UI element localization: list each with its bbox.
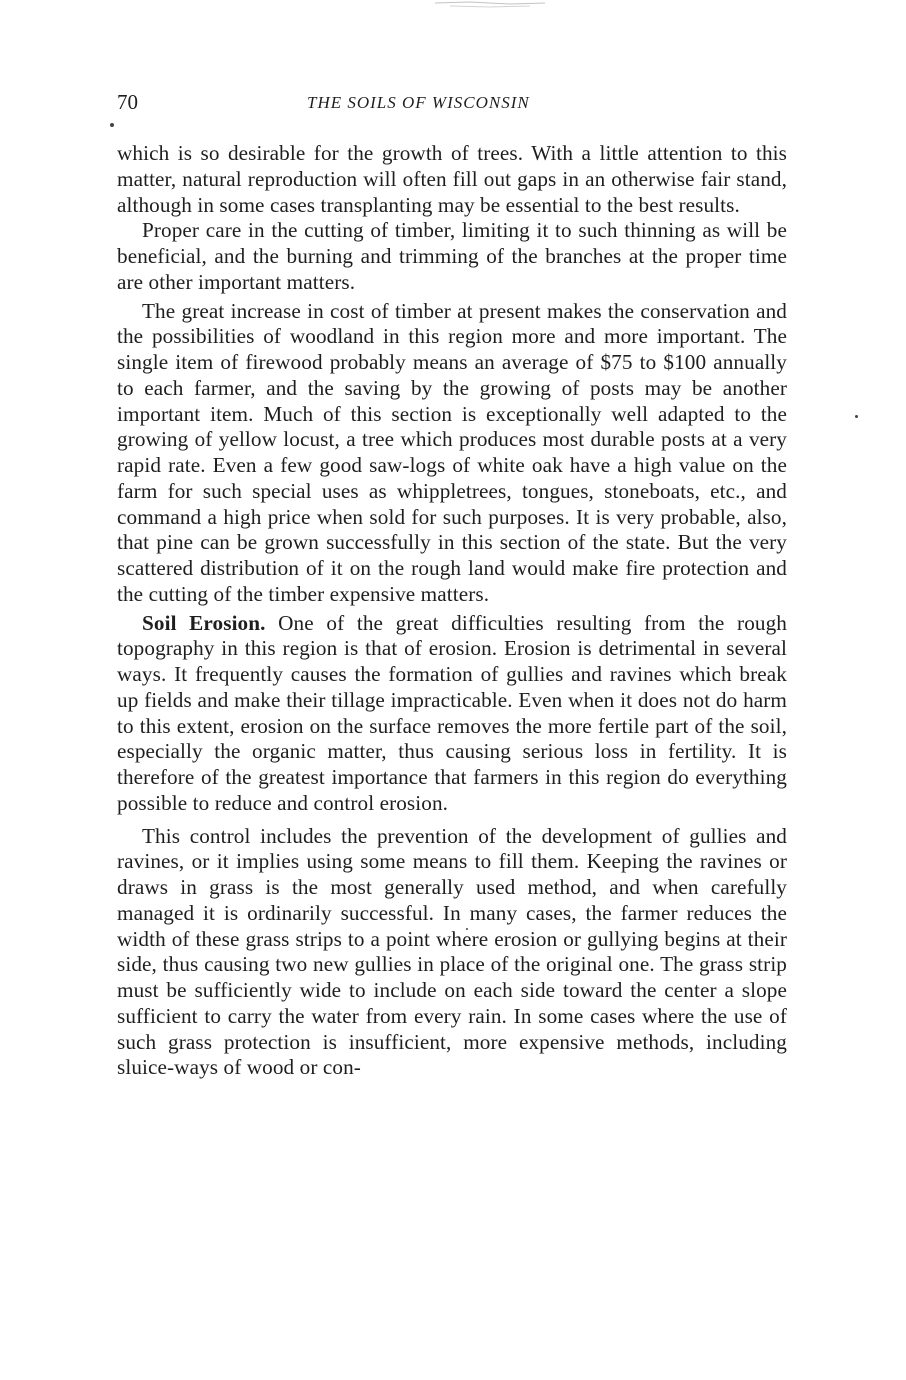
ink-speck	[855, 415, 858, 418]
soil-erosion-text: One of the great difficulties resulting from the rough topography in this region is that of erosion. Erosion is detrimental in several ways. It frequently causes the formation of gullies and ravines which break up fields and make their tillage impracticable. Even when it does not do harm to this extent, erosion on the surface removes the more fertile part of the soil, especially the organic matter, thus causing serious loss in fertility. It is therefore of the greatest importance that farmers in this region do everything possible to reduce and control erosion.	[117, 610, 787, 815]
page-body	[117, 141, 787, 1081]
paragraph-soil-erosion	[117, 611, 787, 817]
paragraph-woodland-value: The great increase in cost of timber at present makes the conservation and the possibilities of woodland in this region more and more important. The single item of firewood probably means an average of $75 to $100 annually to each farmer, and the saving by the growing of posts may be another important item. Much of this section is exceptionally well adapted to the growing of yellow locust, a tree which produces most durable posts at a very rapid rate. Even a few good saw-logs of white oak have a high value on the farm for such special uses as whippletrees, tongues, stoneboats, etc., and command a high price when sold for such purposes. It is very probable, also, that pine can be grown successfully in this section of the state. But the very scattered distribution of it on the rough land would make fire protection and the cutting of the timber expensive matters.	[117, 298, 787, 606]
scan-artifact	[430, 0, 550, 10]
ink-speck	[110, 123, 114, 127]
page-header	[117, 90, 787, 120]
section-heading-soil-erosion: Soil Erosion.	[142, 610, 266, 635]
page-number: 70	[117, 90, 138, 114]
paragraph-trees-continued: which is so desirable for the growth of trees. With a little attention to this matter, natural reproduction will often fill out gaps in an otherwise fair stand, although in some cases transplanting may be essential to the best results.	[117, 141, 787, 217]
running-title: THE SOILS OF WISCONSIN	[307, 93, 530, 112]
paragraph-timber-cutting: Proper care in the cutting of timber, limiting it to such thinning as will be beneficial, and the burning and trimming of the branches at the proper time are other important matters.	[117, 218, 787, 294]
paragraph-erosion-control: This control includes the prevention of the development of gullies and ravines, or it implies using some means to fill them. Keeping the ravines or draws in grass is the most generally used method, and when carefully managed it is ordinarily successful. In many cases, the farmer reduces the width of these grass strips to a point where erosion or gullying begins at their side, thus causing two new gullies in place of the original one. The grass strip must be sufficiently wide to include on each side toward the center a slope sufficient to carry the water from every rain. In some cases where the use of such grass protection is insufficient, more expensive methods, including sluice-ways of wood or con-	[117, 823, 787, 1080]
